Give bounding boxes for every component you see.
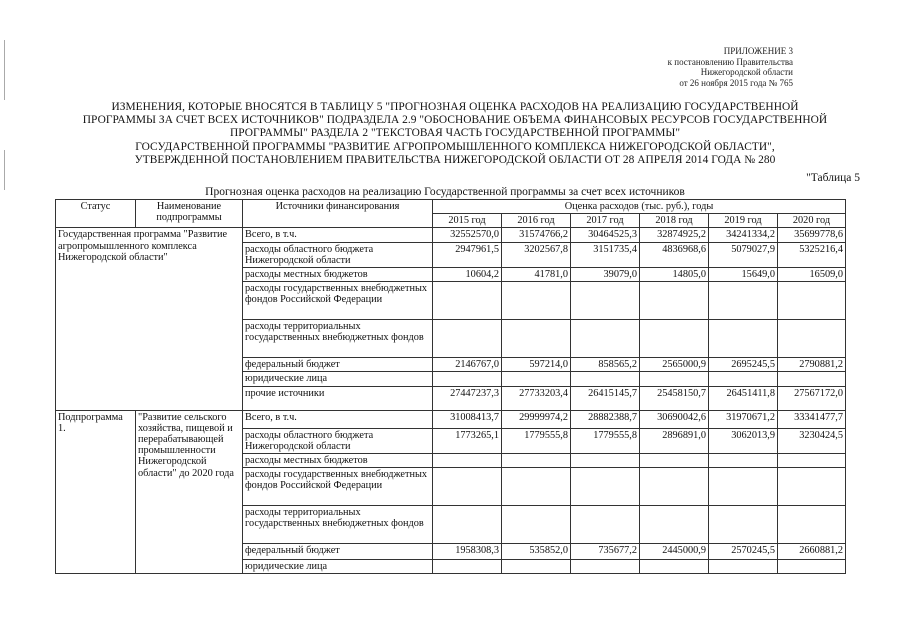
amount-cell bbox=[502, 560, 571, 574]
amount-cell: 34241334,2 bbox=[709, 228, 778, 242]
amount-cell: 535852,0 bbox=[502, 544, 571, 560]
amount-cell bbox=[778, 282, 846, 320]
appendix-line: Нижегородской области bbox=[700, 67, 793, 77]
amount-cell: 32874925,2 bbox=[640, 228, 709, 242]
amount-cell: 16509,0 bbox=[778, 268, 846, 282]
amount-cell: 30690042,6 bbox=[640, 410, 709, 428]
amount-cell bbox=[502, 506, 571, 544]
amount-cell: 15649,0 bbox=[709, 268, 778, 282]
funding-source-cell: юридические лица bbox=[243, 372, 433, 386]
amount-cell bbox=[640, 454, 709, 468]
amount-cell bbox=[502, 372, 571, 386]
row-status-cell: Подпрограмма 1. bbox=[56, 410, 136, 574]
amount-cell bbox=[571, 282, 640, 320]
amount-cell bbox=[640, 372, 709, 386]
funding-source-cell: Всего, в т.ч. bbox=[243, 410, 433, 428]
amount-cell: 2570245,5 bbox=[709, 544, 778, 560]
scan-edge-mark bbox=[4, 150, 5, 190]
amount-cell bbox=[640, 320, 709, 358]
amount-cell: 41781,0 bbox=[502, 268, 571, 282]
funding-source-cell: расходы местных бюджетов bbox=[243, 454, 433, 468]
funding-source-cell: расходы местных бюджетов bbox=[243, 268, 433, 282]
amount-cell: 27567172,0 bbox=[778, 386, 846, 410]
amount-cell bbox=[778, 320, 846, 358]
heading-line: ГОСУДАРСТВЕННОЙ ПРОГРАММЫ "РАЗВИТИЕ АГРОПРОМЫШЛЕННОГО КОМПЛЕКСА НИЖЕГОРОДСКОЙ ОБЛАСТИ", bbox=[135, 140, 775, 153]
amount-cell bbox=[571, 320, 640, 358]
amount-cell bbox=[640, 468, 709, 506]
heading-line: ПРОГРАММЫ ЗА СЧЕТ ВСЕХ ИСТОЧНИКОВ" ПОДРАЗДЕЛА 2.9 "ОБОСНОВАНИЕ ОБЪЕМА ФИНАНСОВЫХ РЕСУРСОВ ГОСУДАРСТВЕННОЙ bbox=[82, 114, 828, 127]
heading-line: УТВЕРЖДЕННОЙ ПОСТАНОВЛЕНИЕМ ПРАВИТЕЛЬСТВА НИЖЕГОРОДСКОЙ ОБЛАСТИ ОТ 28 АПРЕЛЯ 2014 ГОДА № 280 bbox=[134, 153, 776, 166]
amount-cell bbox=[709, 372, 778, 386]
funding-source-cell: юридические лица bbox=[243, 560, 433, 574]
amount-cell: 1779555,8 bbox=[502, 428, 571, 453]
amount-cell bbox=[709, 454, 778, 468]
funding-source-cell: расходы государственных внебюджетных фондов Российской Федерации bbox=[243, 468, 433, 506]
amount-cell bbox=[709, 468, 778, 506]
amount-cell: 2695245,5 bbox=[709, 358, 778, 372]
header-year: 2018 год bbox=[640, 214, 709, 228]
amount-cell: 28882388,7 bbox=[571, 410, 640, 428]
amount-cell: 2445000,9 bbox=[640, 544, 709, 560]
amount-cell: 25458150,7 bbox=[640, 386, 709, 410]
amount-cell bbox=[433, 560, 502, 574]
funding-source-cell: Всего, в т.ч. bbox=[243, 228, 433, 242]
amount-cell: 3230424,5 bbox=[778, 428, 846, 453]
header-status: Статус bbox=[56, 200, 136, 228]
amount-cell: 33341477,7 bbox=[778, 410, 846, 428]
amount-cell: 1958308,3 bbox=[433, 544, 502, 560]
amount-cell: 2146767,0 bbox=[433, 358, 502, 372]
amount-cell: 32552570,0 bbox=[433, 228, 502, 242]
header-year: 2015 год bbox=[433, 214, 502, 228]
header-year: 2017 год bbox=[571, 214, 640, 228]
heading-line: ИЗМЕНЕНИЯ, КОТОРЫЕ ВНОСЯТСЯ В ТАБЛИЦУ 5 "ПРОГНОЗНАЯ ОЦЕНКА РАСХОДОВ НА РЕАЛИЗАЦИЮ ГОСУДАРСТВЕННОЙ bbox=[111, 101, 799, 113]
table-caption: Прогнозная оценка расходов на реализацию Государственной программы за счет всех источников bbox=[205, 186, 685, 198]
amount-cell bbox=[778, 506, 846, 544]
scan-edge-mark bbox=[4, 40, 5, 100]
appendix-block bbox=[623, 46, 793, 88]
amount-cell bbox=[709, 282, 778, 320]
amount-cell: 27447237,3 bbox=[433, 386, 502, 410]
header-estimate: Оценка расходов (тыс. руб.), годы bbox=[433, 200, 846, 214]
funding-source-cell: федеральный бюджет bbox=[243, 544, 433, 560]
amount-cell: 10604,2 bbox=[433, 268, 502, 282]
amount-cell bbox=[640, 282, 709, 320]
header-year: 2016 год bbox=[502, 214, 571, 228]
amount-cell: 39079,0 bbox=[571, 268, 640, 282]
amount-cell: 2947961,5 bbox=[433, 242, 502, 267]
amount-cell bbox=[433, 468, 502, 506]
amount-cell: 5079027,9 bbox=[709, 242, 778, 267]
amount-cell: 2896891,0 bbox=[640, 428, 709, 453]
amount-cell: 3151735,4 bbox=[571, 242, 640, 267]
amount-cell bbox=[502, 320, 571, 358]
funding-source-cell: федеральный бюджет bbox=[243, 358, 433, 372]
amount-cell bbox=[433, 506, 502, 544]
amount-cell bbox=[571, 372, 640, 386]
amount-cell: 858565,2 bbox=[571, 358, 640, 372]
amount-cell bbox=[433, 320, 502, 358]
table-row bbox=[56, 228, 846, 242]
amount-cell bbox=[571, 454, 640, 468]
amount-cell bbox=[502, 454, 571, 468]
amount-cell bbox=[709, 320, 778, 358]
header-row bbox=[56, 200, 846, 214]
appendix-line: от 26 ноября 2015 года № 765 bbox=[679, 77, 793, 88]
amount-cell: 35699778,6 bbox=[778, 228, 846, 242]
table-row bbox=[56, 410, 846, 428]
amount-cell: 31970671,2 bbox=[709, 410, 778, 428]
header-year: 2020 год bbox=[778, 214, 846, 228]
amount-cell: 31008413,7 bbox=[433, 410, 502, 428]
amount-cell: 735677,2 bbox=[571, 544, 640, 560]
amount-cell bbox=[778, 560, 846, 574]
amount-cell: 26451411,8 bbox=[709, 386, 778, 410]
amount-cell: 3202567,8 bbox=[502, 242, 571, 267]
amount-cell bbox=[433, 454, 502, 468]
amount-cell: 1779555,8 bbox=[571, 428, 640, 453]
funding-source-cell: прочие источники bbox=[243, 386, 433, 410]
amount-cell: 26415145,7 bbox=[571, 386, 640, 410]
amount-cell: 30464525,3 bbox=[571, 228, 640, 242]
amount-cell: 1773265,1 bbox=[433, 428, 502, 453]
funding-source-cell: расходы областного бюджета Нижегородской области bbox=[243, 428, 433, 453]
funding-source-cell: расходы областного бюджета Нижегородской области bbox=[243, 242, 433, 267]
amount-cell bbox=[571, 506, 640, 544]
appendix-line: к постановлению Правительства bbox=[667, 56, 793, 67]
amount-cell bbox=[640, 506, 709, 544]
amount-cell bbox=[571, 468, 640, 506]
amount-cell: 5325216,4 bbox=[778, 242, 846, 267]
funding-source-cell: расходы территориальных государственных внебюджетных фондов bbox=[243, 506, 433, 544]
amount-cell bbox=[502, 468, 571, 506]
header-year: 2019 год bbox=[709, 214, 778, 228]
amount-cell: 31574766,2 bbox=[502, 228, 571, 242]
amount-cell bbox=[640, 560, 709, 574]
amount-cell: 4836968,6 bbox=[640, 242, 709, 267]
table-number-label: "Таблица 5 bbox=[806, 172, 860, 184]
amount-cell bbox=[778, 468, 846, 506]
amount-cell bbox=[709, 560, 778, 574]
amount-cell: 2790881,2 bbox=[778, 358, 846, 372]
amount-cell bbox=[502, 282, 571, 320]
amount-cell bbox=[433, 282, 502, 320]
row-status-cell: Государственная программа "Развитие агропромышленного комплекса Нижегородской области" bbox=[56, 228, 243, 410]
amount-cell: 14805,0 bbox=[640, 268, 709, 282]
amount-cell: 2660881,2 bbox=[778, 544, 846, 560]
document-heading bbox=[40, 101, 870, 167]
funding-source-cell: расходы территориальных государственных внебюджетных фондов bbox=[243, 320, 433, 358]
amount-cell: 597214,0 bbox=[502, 358, 571, 372]
amount-cell: 3062013,9 bbox=[709, 428, 778, 453]
amount-cell bbox=[433, 372, 502, 386]
amount-cell bbox=[778, 454, 846, 468]
header-name: Наименование подпрограммы bbox=[136, 200, 243, 228]
amount-cell bbox=[709, 506, 778, 544]
amount-cell: 29999974,2 bbox=[502, 410, 571, 428]
amount-cell: 2565000,9 bbox=[640, 358, 709, 372]
amount-cell bbox=[571, 560, 640, 574]
funding-source-cell: расходы государственных внебюджетных фондов Российской Федерации bbox=[243, 282, 433, 320]
amount-cell bbox=[778, 372, 846, 386]
expense-table bbox=[55, 199, 846, 574]
table-body bbox=[56, 228, 846, 574]
row-subprogram-name-cell: "Развитие сельского хозяйства, пищевой и перерабатывающей промышленности Нижегородской области" до 2020 года bbox=[136, 410, 243, 574]
amount-cell: 27733203,4 bbox=[502, 386, 571, 410]
heading-line: ПРОГРАММЫ" РАЗДЕЛА 2 "ТЕКСТОВАЯ ЧАСТЬ ГОСУДАРСТВЕННОЙ ПРОГРАММЫ" bbox=[229, 127, 681, 140]
header-source: Источники финансирования bbox=[243, 200, 433, 228]
appendix-line: ПРИЛОЖЕНИЕ 3 bbox=[723, 46, 793, 56]
